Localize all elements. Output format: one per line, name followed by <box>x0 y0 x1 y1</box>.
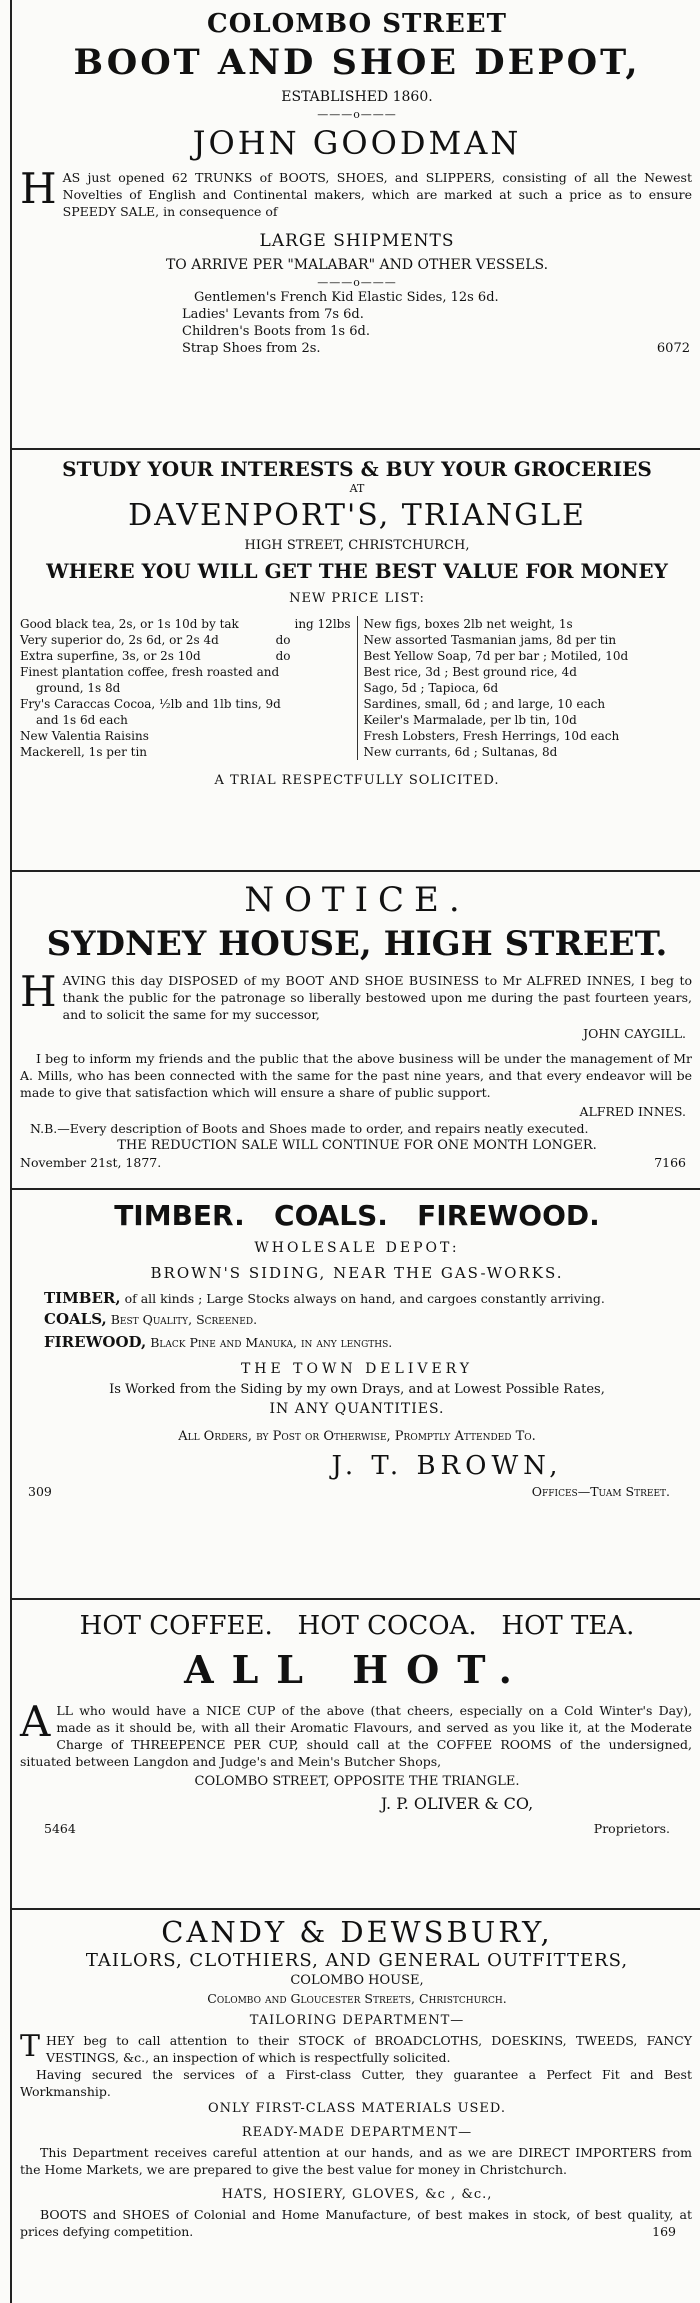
ad2-footer: A TRIAL RESPECTFULLY SOLICITED. <box>214 773 500 788</box>
ad1-item: Children's Boots from 1s 6d. <box>182 324 370 339</box>
ad1-item-list <box>182 289 700 357</box>
price-item: Fry's Caraccas Cocoa, ½lb and 1lb tins, 9d <box>20 697 281 711</box>
price-item: Sardines, small, 6d ; and large, 10 each <box>363 697 606 711</box>
price-item: ground, 1s 8d <box>36 681 121 695</box>
ad6-dropcap: T <box>20 2029 41 2064</box>
ad5-title: ALL HOT. <box>184 1647 530 1692</box>
ad4-name: J. T. BROWN, <box>331 1451 563 1481</box>
ad4-quantities: IN ANY QUANTITIES. <box>269 1401 445 1417</box>
price-item: New assorted Tasmanian jams, 8d per tin <box>363 633 617 647</box>
price-item: Best rice, 3d ; Best ground rice, 4d <box>363 665 577 679</box>
divider <box>10 1598 700 1600</box>
divider <box>10 1188 700 1190</box>
ad1-line2: BOOT AND SHOE DEPOT, <box>73 42 641 83</box>
divider <box>10 1908 700 1910</box>
ad5-body-text: LL who would have a NICE CUP of the above (that cheers, especially on a Cold Winter's Day), made as it should be, with all their Aromatic Flavours, and served as you like it, at the Moderate Charge of THREEPENCE PER CUP, should call at the COFFEE ROOMS of the undersigned, situated between Langdon and Judge's and Mein's Butcher Shops, <box>20 1703 692 1769</box>
ad5-name: J. P. OLIVER & CO, <box>380 1794 534 1813</box>
ad1-body <box>20 164 692 220</box>
ad4-coals <box>44 1311 692 1328</box>
ad6-ref: 169 <box>652 2224 676 2239</box>
ad4-delivery-text: Is Worked from the Siding by my own Drays, and at Lowest Possible Rates, <box>109 1382 605 1397</box>
ad-colombo-street-boot-depot <box>14 8 700 357</box>
price-item: New currants, 6d ; Sultanas, 8d <box>363 745 558 759</box>
ad4-sub1: WHOLESALE DEPOT: <box>254 1240 460 1256</box>
ad2-list-title: NEW PRICE LIST: <box>289 591 425 606</box>
ad3-nb: N.B.—Every description of Boots and Shoes made to order, and repairs neatly executed. <box>30 1121 589 1136</box>
ad3-body <box>20 967 692 1023</box>
price-item: Mackerell, 1s per tin <box>20 745 148 759</box>
ad5-address: COLOMBO STREET, OPPOSITE THE TRIANGLE. <box>194 1774 520 1789</box>
price-item: Finest plantation coffee, fresh roasted and <box>20 665 280 679</box>
ad3-sale: THE REDUCTION SALE WILL CONTINUE FOR ONE MONTH LONGER. <box>117 1138 597 1153</box>
divider <box>10 870 700 872</box>
price-item: New Valentia Raisins <box>20 729 149 743</box>
price-item: Sago, 5d ; Tapioca, 6d <box>363 681 499 695</box>
ad6-materials: ONLY FIRST-CLASS MATERIALS USED. <box>207 2101 507 2116</box>
divider <box>10 448 700 450</box>
ad6-streets: Colombo and Gloucester Streets, Christchurch. <box>207 1991 507 2006</box>
ad1-established: ESTABLISHED 1860. <box>281 89 433 105</box>
ad3-body2: I beg to inform my friends and the public that the above business will be under the management of Mr A. Mills, who has been connected with the same for the past nine years, and that every endeavor will be made to give that satisfaction which will ensure a share of public support. <box>20 1051 692 1100</box>
ad4-offices: Offices—Tuam Street. <box>531 1484 670 1499</box>
ad1-body-text: AS just opened 62 TRUNKS of BOOTS, SHOES, and SLIPPERS, consisting of all the Newest Novelties of English and Continental makers, which are marked at such a price as to ensure SPEEDY SALE, in consequence of <box>62 170 692 219</box>
column-rule-left <box>10 0 12 2303</box>
ad4-coals-text: Best Quality, Screened. <box>106 1312 258 1327</box>
ad4-sub2: BROWN'S SIDING, NEAR THE GAS-WORKS. <box>150 1264 564 1282</box>
ad5-ref: 5464 <box>44 1821 76 1836</box>
ad2-name: DAVENPORT'S, TRIANGLE <box>128 498 586 533</box>
ad4-orders: All Orders, by Post or Otherwise, Promptly Attended To. <box>178 1429 536 1444</box>
ad4-footer-row <box>28 1483 670 1500</box>
ad-candy-dewsbury <box>14 1914 700 2240</box>
price-item: Extra superfine, 3s, or 2s 10d do <box>20 649 291 663</box>
ad3-sign2-row <box>14 1103 686 1120</box>
ad1-line1: COLOMBO STREET <box>207 9 507 39</box>
ad4-headline: TIMBER. COALS. FIREWOOD. <box>114 1199 600 1232</box>
ad-davenports-triangle <box>14 456 700 792</box>
ad1-dropcap: H <box>20 164 57 213</box>
ad3-ref: 7166 <box>654 1155 686 1170</box>
ad3-sign1-row <box>14 1025 686 1042</box>
ad3-body-text: AVING this day DISPOSED of my BOOT AND SHOE BUSINESS to Mr ALFRED INNES, I beg to thank the public for the patronage so liberally bestowed upon me during the past fourteen years, and to solicit the same for my successor, <box>62 973 692 1022</box>
ad1-heading: LARGE SHIPMENTS <box>259 231 455 251</box>
price-item: Keiler's Marmalade, per lb tin, 10d <box>363 713 577 727</box>
ad3-dropcap: H <box>20 967 57 1016</box>
ad4-coals-label: COALS, <box>44 1310 107 1328</box>
ad6-house: COLOMBO HOUSE, <box>290 1973 424 1988</box>
ad3-title: SYDNEY HOUSE, HIGH STREET. <box>46 924 668 964</box>
ad5-dropcap: A <box>20 1697 51 1746</box>
ad6-name: CANDY & DEWSBURY, <box>161 1915 553 1949</box>
ad6-dept2: READY-MADE DEPARTMENT— <box>241 2125 473 2140</box>
ad6-hats: HATS, HOSIERY, GLOVES, &c , &c., <box>221 2187 493 2202</box>
price-item: Good black tea, 2s, or 1s 10d by tak ing 12lbs <box>20 617 351 631</box>
ad1-ornament2: ———o——— <box>317 276 397 289</box>
ad4-ref: 309 <box>28 1484 52 1499</box>
price-item: New figs, boxes 2lb net weight, 1s <box>363 617 573 631</box>
ad3-notice: NOTICE. <box>244 880 470 920</box>
ad2-price-list <box>14 616 700 760</box>
ad1-last-row <box>182 340 700 357</box>
ad1-ref: 6072 <box>656 341 690 356</box>
ad1-item: Strap Shoes from 2s. <box>182 341 321 356</box>
ad2-headline: STUDY YOUR INTERESTS & BUY YOUR GROCERIES <box>62 457 652 481</box>
ad3-date: November 21st, 1877. <box>20 1155 162 1170</box>
ad5-headline: HOT COFFEE. HOT COCOA. HOT TEA. <box>79 1611 635 1641</box>
ad6-body1-text: HEY beg to call attention to their STOCK of BROADCLOTHS, DOESKINS, TWEEDS, FANCY VESTINGS, &c., an inspection of which is respectfully solicited. <box>46 2033 692 2065</box>
ad-all-hot <box>14 1608 700 1837</box>
price-item: and 1s 6d each <box>36 713 128 727</box>
ad2-address: HIGH STREET, CHRISTCHURCH, <box>244 538 470 553</box>
price-item: Very superior do, 2s 6d, or 2s 4d do <box>20 633 291 647</box>
ad2-at: AT <box>349 482 365 495</box>
price-item: Fresh Lobsters, Fresh Herrings, 10d each <box>363 729 620 743</box>
price-item: Best Yellow Soap, 7d per bar ; Motiled, 10d <box>363 649 629 663</box>
ad5-proprietors: Proprietors. <box>593 1821 670 1836</box>
ad-timber-coals-firewood <box>14 1196 700 1500</box>
ad2-right-column <box>358 616 700 760</box>
ad6-dept1: TAILORING DEPARTMENT— <box>249 2013 465 2028</box>
ad1-item: Gentlemen's French Kid Elastic Sides, 12s 6d. <box>194 290 499 305</box>
ad5-body <box>20 1697 692 1770</box>
ad6-body1 <box>20 2029 692 2066</box>
ad6-boots: BOOTS and SHOES of Colonial and Home Manufacture, of best makes in stock, of best quality, at prices defying competition. <box>20 2207 692 2239</box>
ad3-signature1: JOHN CAYGILL. <box>583 1026 686 1041</box>
ad2-slogan: WHERE YOU WILL GET THE BEST VALUE FOR MONEY <box>46 559 668 583</box>
ad2-left-column <box>14 616 358 760</box>
ad1-item: Ladies' Levants from 7s 6d. <box>182 307 364 322</box>
ad4-timber <box>44 1290 692 1307</box>
ad3-signature2: ALFRED INNES. <box>579 1104 686 1119</box>
ad6-boots-row <box>20 2206 692 2240</box>
ad1-subheading: TO ARRIVE PER "MALABAR" AND OTHER VESSELS. <box>165 257 549 273</box>
ad3-date-row <box>20 1154 686 1171</box>
ad4-timber-text: of all kinds ; Large Stocks always on hand, and cargoes constantly arriving. <box>120 1291 605 1306</box>
ad4-firewood-text: Black Pine and Manuka, in any lengths. <box>146 1335 393 1350</box>
ad-sydney-house-notice <box>14 878 700 1171</box>
ad6-body1b: Having secured the services of a First-class Cutter, they guarantee a Perfect Fit and Best Workmanship. <box>20 2067 692 2099</box>
ad5-footer-row <box>44 1820 670 1837</box>
ad1-proprietor: JOHN GOODMAN <box>192 124 522 162</box>
ad1-ornament: ———o——— <box>317 108 397 121</box>
ad6-body2: This Department receives careful attention at our hands, and as we are DIRECT IMPORTERS from the Home Markets, we are prepared to give the best value for money in Christchurch. <box>20 2145 692 2177</box>
ad4-timber-label: TIMBER, <box>44 1289 121 1307</box>
ad4-firewood <box>44 1334 692 1351</box>
ad4-firewood-label: FIREWOOD, <box>44 1333 147 1351</box>
ad6-trade: TAILORS, CLOTHIERS, AND GENERAL OUTFITTERS, <box>85 1950 629 1971</box>
ad4-delivery: THE TOWN DELIVERY <box>240 1361 474 1377</box>
